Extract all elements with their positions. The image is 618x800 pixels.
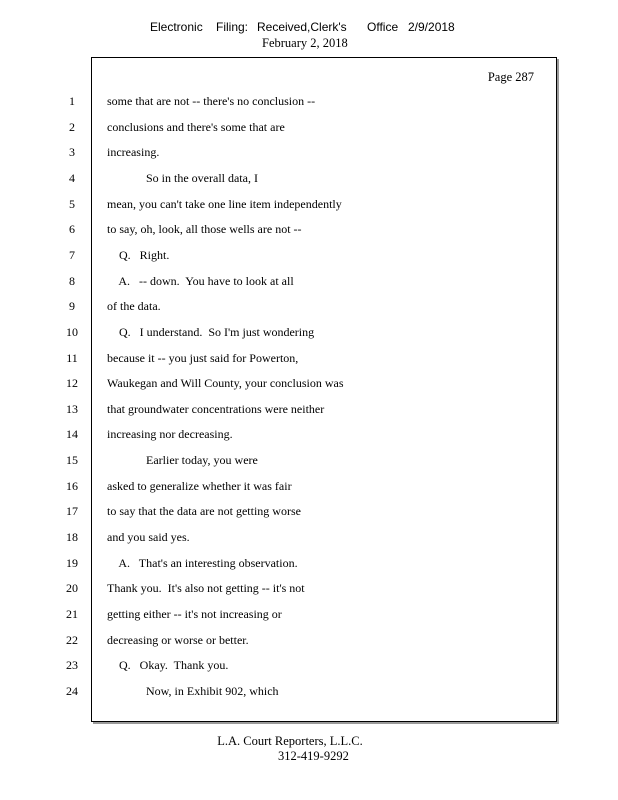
filing-stamp-part: Office xyxy=(367,20,399,34)
line-text: Now, in Exhibit 902, which xyxy=(107,684,279,698)
line-text: getting either -- it's not increasing or xyxy=(107,607,282,621)
transcript-line xyxy=(0,145,618,163)
line-number: 21 xyxy=(66,607,78,621)
transcript-line xyxy=(0,453,618,471)
line-number: 4 xyxy=(69,171,75,185)
filing-stamp-part: Electronic xyxy=(150,20,203,34)
court-reporter-phone: 312-419-9292 xyxy=(278,749,349,763)
line-number: 15 xyxy=(66,453,78,467)
electronic-filing-stamp xyxy=(0,20,618,36)
transcript-line xyxy=(0,684,618,702)
transcript-line xyxy=(0,222,618,240)
line-number: 2 xyxy=(69,120,75,134)
line-text: increasing. xyxy=(107,145,160,159)
line-number: 19 xyxy=(66,556,78,570)
transcript-line xyxy=(0,530,618,548)
line-number: 6 xyxy=(69,222,75,236)
line-text: asked to generalize whether it was fair xyxy=(107,479,292,493)
transcript-line xyxy=(0,479,618,497)
transcript-line xyxy=(0,171,618,189)
line-number: 10 xyxy=(66,325,78,339)
transcript-line xyxy=(0,351,618,369)
line-number: 16 xyxy=(66,479,78,493)
line-number: 20 xyxy=(66,581,78,595)
transcript-line xyxy=(0,581,618,599)
line-text: that groundwater concentrations were neither xyxy=(107,402,325,416)
line-number: 7 xyxy=(69,248,75,262)
line-text: A. That's an interesting observation. xyxy=(107,556,298,570)
transcript-line xyxy=(0,607,618,625)
transcript-line xyxy=(0,120,618,138)
line-number: 14 xyxy=(66,427,78,441)
transcript-line xyxy=(0,402,618,420)
line-number: 5 xyxy=(69,197,75,211)
transcript-line xyxy=(0,556,618,574)
transcript-line xyxy=(0,504,618,522)
line-text: because it -- you just said for Powerton, xyxy=(107,351,299,365)
line-text: Earlier today, you were xyxy=(107,453,258,467)
transcript-line xyxy=(0,325,618,343)
filing-stamp-part: Received,Clerk's xyxy=(257,20,347,34)
line-number: 18 xyxy=(66,530,78,544)
line-text: of the data. xyxy=(107,299,161,313)
line-number: 17 xyxy=(66,504,78,518)
line-text: and you said yes. xyxy=(107,530,190,544)
line-text: Thank you. It's also not getting -- it's not xyxy=(107,581,305,595)
line-number: 8 xyxy=(69,274,75,288)
line-text: some that are not -- there's no conclusion -- xyxy=(107,94,316,108)
line-number: 23 xyxy=(66,658,78,672)
transcript-line xyxy=(0,197,618,215)
transcript-line xyxy=(0,658,618,676)
line-text: conclusions and there's some that are xyxy=(107,120,285,134)
line-text: Waukegan and Will County, your conclusion was xyxy=(107,376,344,390)
line-text: mean, you can't take one line item independently xyxy=(107,197,342,211)
line-number: 22 xyxy=(66,633,78,647)
line-text: Q. Okay. Thank you. xyxy=(107,658,229,672)
line-text: So in the overall data, I xyxy=(107,171,258,185)
filing-stamp-part: 2/9/2018 xyxy=(408,20,455,34)
line-text: to say that the data are not getting worse xyxy=(107,504,301,518)
transcript-line xyxy=(0,376,618,394)
line-number: 12 xyxy=(66,376,78,390)
line-number: 13 xyxy=(66,402,78,416)
transcript-line xyxy=(0,94,618,112)
line-number: 1 xyxy=(69,94,75,108)
line-text: Q. Right. xyxy=(107,248,170,262)
transcript-line xyxy=(0,633,618,651)
line-text: increasing nor decreasing. xyxy=(107,427,233,441)
line-text: to say, oh, look, all those wells are not -- xyxy=(107,222,302,236)
transcript-line xyxy=(0,299,618,317)
line-number: 3 xyxy=(69,145,75,159)
transcript-line xyxy=(0,274,618,292)
filing-stamp-part: Filing: xyxy=(216,20,249,34)
transcript-date: February 2, 2018 xyxy=(262,36,348,50)
line-number: 24 xyxy=(66,684,78,698)
court-reporter-name: L.A. Court Reporters, L.L.C. xyxy=(217,734,363,748)
line-text: decreasing or worse or better. xyxy=(107,633,249,647)
transcript-line xyxy=(0,427,618,445)
line-number: 9 xyxy=(69,299,75,313)
line-number: 11 xyxy=(66,351,78,365)
line-text: Q. I understand. So I'm just wondering xyxy=(107,325,315,339)
page-number: Page 287 xyxy=(487,70,534,84)
transcript-line xyxy=(0,248,618,266)
line-text: A. -- down. You have to look at all xyxy=(107,274,294,288)
